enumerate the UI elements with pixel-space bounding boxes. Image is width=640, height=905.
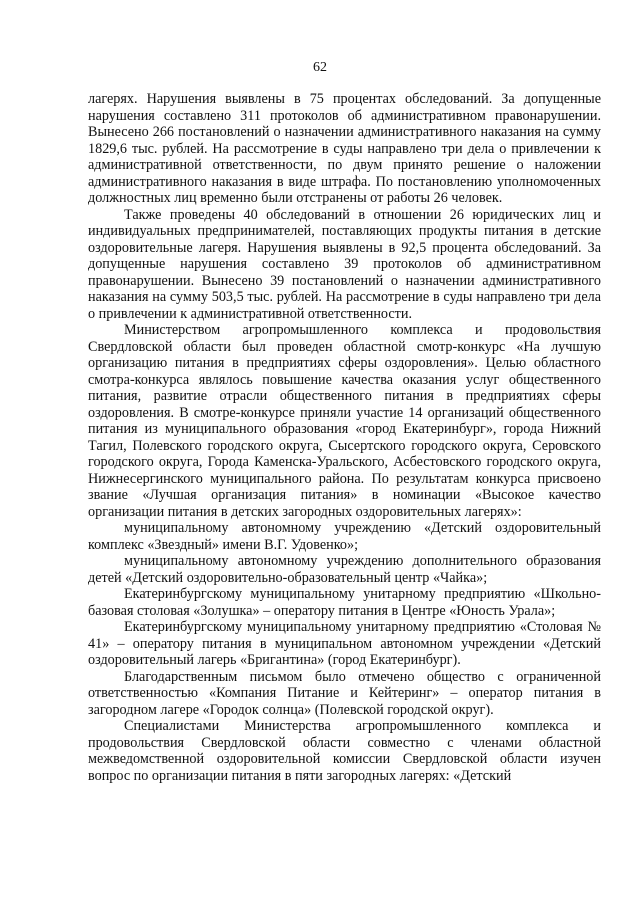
paragraph: Министерством агропромышленного комплекса и продовольствия Свердловской области был проведен областной смотр-конкурс «На лучшую организацию питания в предприятиях сферы оздоровления». Целью областного смотра-конкурса являлось повышение качества оказания услуг общественного питания, развитие отрасли общественного питания в предприятиях сферы оздоровления. В смотре-конкурсе приняли участие 14 организаций общественного питания из муниципального образования «город Екатеринбург», города Нижний Тагил, Полевского городского округа, Сысертского городского округа, Серовского городского округа, Города Каменска-Уральского, Асбестовского городского округа, Нижнесергинского муниципального района. По результатам конкурса присвоено звание «Лучшая организация питания» в номинации «Высокое качество организации питания в детских загородных оздоровительных лагерях»: (88, 322, 601, 520)
paragraph: Екатеринбургскому муниципальному унитарному предприятию «Столовая № 41» – оператору питания в муниципальном автономном учреждении «Детский оздоровительный лагерь «Бригантина» (город Екатеринбург). (88, 619, 601, 668)
paragraph: муниципальному автономному учреждению дополнительного образования детей «Детский оздоровительно-образовательный центр «Чайка»; (88, 553, 601, 586)
paragraph: лагерях. Нарушения выявлены в 75 процентах обследований. За допущенные нарушения составлено 311 протоколов об административном правонарушении. Вынесено 266 постановлений о назначении административного наказания на сумму 1829,6 тыс. рублей. На рассмотрение в суды направлено три дела о привлечении к административной ответственности, по двум принято решение о наложении административного наказания в виде штрафа. По постановлению уполномоченных должностных лиц временно были отстранены от работы 26 человек. (88, 91, 601, 206)
paragraph: муниципальному автономному учреждению «Детский оздоровительный комплекс «Звездный» имени В.Г. Удовенко»; (88, 520, 601, 553)
page-body (88, 91, 601, 784)
paragraph: Также проведены 40 обследований в отношении 26 юридических лиц и индивидуальных предпринимателей, поставляющих продукты питания в детские оздоровительные лагеря. Нарушения выявлены в 92,5 процента обследований. За допущенные нарушения составлено 39 протоколов об административном правонарушении. Вынесено 39 постановлений о назначении административного наказания на сумму 503,5 тыс. рублей. На рассмотрение в суды направлено три дела о привлечении к административной ответственности. (88, 206, 601, 322)
paragraph: Специалистами Министерства агропромышленного комплекса и продовольствия Свердловской области совместно с членами областной межведомственной оздоровительной комиссии Свердловской области изучен вопрос по организации питания в пяти загородных лагерях: «Детский (88, 718, 601, 784)
paragraph: Благодарственным письмом было отмечено общество с ограниченной ответственностью «Компания Питание и Кейтеринг» – оператор питания в загородном лагере «Городок солнца» (Полевской городской округ). (88, 668, 601, 718)
page-number: 62 (313, 60, 327, 75)
paragraph: Екатеринбургскому муниципальному унитарному предприятию «Школьно-базовая столовая «Золушка» – оператору питания в Центре «Юность Урала»; (88, 586, 601, 619)
